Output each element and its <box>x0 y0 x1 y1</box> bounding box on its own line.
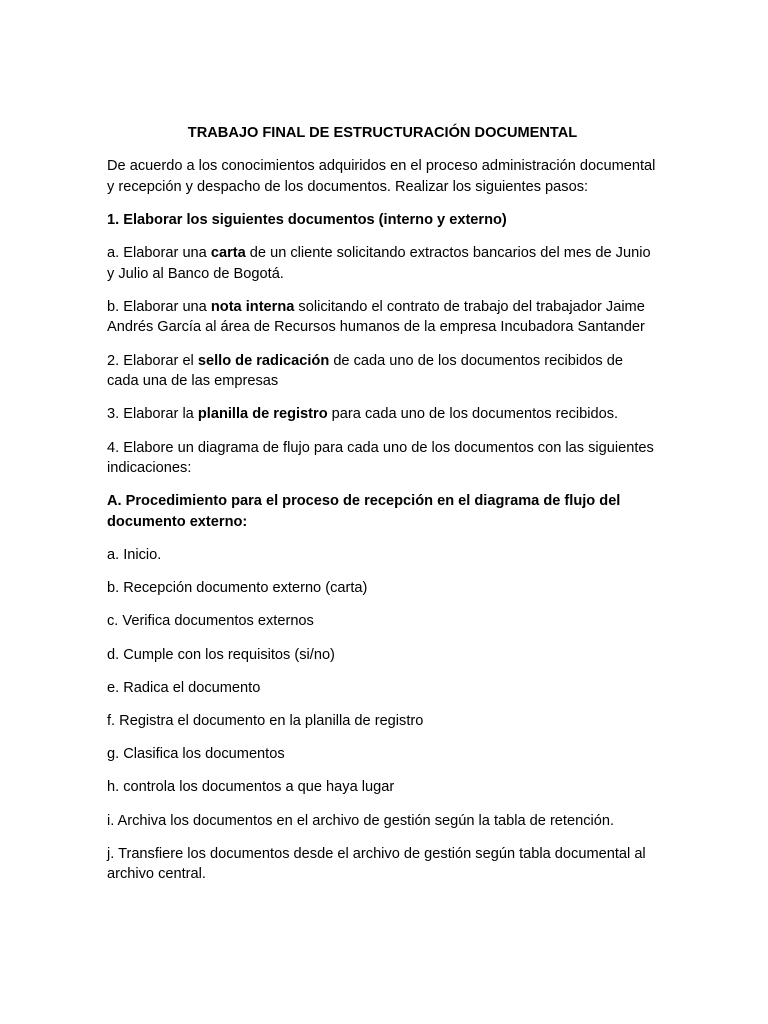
step3-bold: planilla de registro <box>197 406 328 423</box>
procedure-item: c. Verifica documentos externos <box>107 613 314 630</box>
section-a-heading: A. Procedimiento para el proceso de recepción en el diagrama de flujo del documento externo: <box>107 493 621 530</box>
procedure-item: d. Cumple con los requisitos (si/no) <box>107 646 335 663</box>
item-b-prefix: b. Elaborar una <box>107 298 211 315</box>
step2-suffix: de cada uno de los documentos recibidos de cada una de las empresas <box>107 352 623 390</box>
procedure-item: a. Inicio. <box>107 547 162 564</box>
item-b-paragraph <box>107 297 658 338</box>
procedure-item: h. controla los documentos a que haya lugar <box>107 779 395 796</box>
step2-prefix: 2. Elaborar el <box>107 352 198 369</box>
document-title: TRABAJO FINAL DE ESTRUCTURACIÓN DOCUMENTAL <box>187 125 578 141</box>
step3-suffix: para cada uno de los documentos recibidos. <box>327 406 619 423</box>
step2-bold: sello de radicación <box>197 352 330 369</box>
procedure-item: f. Registra el documento en la planilla de registro <box>107 713 424 729</box>
procedure-item: e. Radica el documento <box>107 679 261 696</box>
item-b-bold: nota interna <box>210 298 295 315</box>
item-b-suffix: solicitando el contrato de trabajo del trabajador Jaime Andrés García al área de Recursos humanos de la empresa Incubadora Santander <box>107 298 645 336</box>
intro-paragraph: De acuerdo a los conocimientos adquiridos en el proceso administración documental y recepción y despacho de los documentos. Realizar los siguientes pasos: <box>107 158 656 195</box>
item-a-bold: carta <box>210 244 246 261</box>
item-a-paragraph <box>107 243 658 284</box>
procedure-item: j. Transfiere los documentos desde el archivo de gestión según tabla documental al archivo central. <box>107 845 646 883</box>
item-a-prefix: a. Elaborar una <box>107 244 211 261</box>
item-a-suffix: de un cliente solicitando extractos bancarios del mes de Junio y Julio al Banco de Bogotá. <box>107 244 651 282</box>
step3-paragraph <box>107 404 658 425</box>
procedure-item: i. Archiva los documentos en el archivo de gestión según la tabla de retención. <box>107 812 615 829</box>
step3-prefix: 3. Elaborar la <box>107 406 198 423</box>
procedure-item: g. Clasifica los documentos <box>107 746 285 763</box>
procedure-item: b. Recepción documento externo (carta) <box>107 580 368 597</box>
step4-paragraph: 4. Elabore un diagrama de flujo para cada uno de los documentos con las siguientes indicaciones: <box>107 439 654 477</box>
step2-paragraph <box>107 351 658 392</box>
step1-heading: 1. Elaborar los siguientes documentos (interno y externo) <box>107 211 507 228</box>
